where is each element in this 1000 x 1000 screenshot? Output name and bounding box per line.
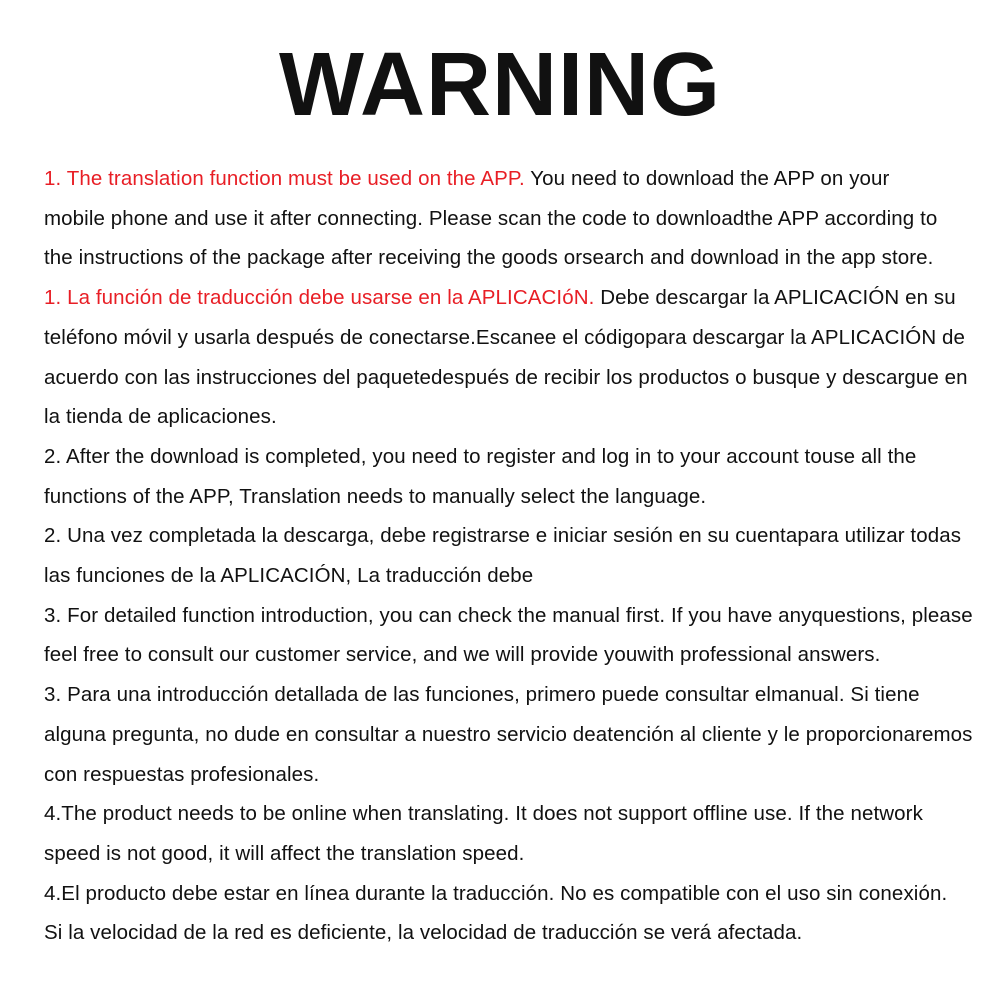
body-text-segment: 4.The product needs to be online when translating. It does not support offline use. If the network xyxy=(44,802,923,826)
text-line xyxy=(44,199,960,239)
text-line xyxy=(44,318,966,358)
text-line xyxy=(44,238,960,278)
body-text-segment: You need to download the APP on your xyxy=(524,167,890,190)
text-line xyxy=(44,278,960,318)
page-title: WARNING xyxy=(279,35,721,135)
body-text-segment: con respuestas profesionales. xyxy=(44,762,320,786)
body-text-segment: las funciones de la APLICACIÓN, La traducción debe xyxy=(44,564,534,588)
text-line xyxy=(44,794,960,834)
body-text-segment: Si la velocidad de la red es deficiente, la velocidad de traducción se verá afectada. xyxy=(44,921,803,945)
warning-emphasis-text: 1. La función de traducción debe usarse en la APLICACIóN. xyxy=(44,286,595,310)
body-text-segment: 2. Una vez completada la descarga, debe registrarse e iniciar sesión en su cuentapara utilizar todas xyxy=(44,524,962,548)
text-line xyxy=(44,358,968,398)
body-text-segment: teléfono móvil y usarla después de conectarse.Escanee el códigopara descargar la APLICACIÓN de xyxy=(44,325,966,349)
body-text-segment: mobile phone and use it after connecting. Please scan the code to downloadthe APP according to xyxy=(44,206,938,230)
body-text-segment: 3. For detailed function introduction, you can check the manual first. If you have anyquestions, please xyxy=(44,603,973,627)
text-line xyxy=(44,755,960,795)
text-line xyxy=(44,159,960,199)
body-text-segment: 4.El producto debe estar en línea durante la traducción. No es compatible con el uso sin conexión. xyxy=(44,881,948,905)
text-line xyxy=(44,675,960,715)
body-text-segment: the instructions of the package after receiving the goods orsearch and download in the app store. xyxy=(44,246,934,270)
text-line xyxy=(44,834,960,874)
body-text-segment: 2. After the download is completed, you need to register and log in to your account touse all the xyxy=(44,444,917,468)
body-text-segment: speed is not good, it will affect the translation speed. xyxy=(44,841,525,865)
body-text-segment: functions of the APP, Translation needs to manually select the language. xyxy=(44,484,707,508)
text-line xyxy=(44,437,960,477)
body-text-segment: feel free to consult our customer service, and we will provide youwith professional answers. xyxy=(44,643,881,667)
text-line xyxy=(44,556,960,596)
body-text-segment: alguna pregunta, no dude en consultar a nuestro servicio deatención al cliente y le proporcionaremos xyxy=(44,722,973,746)
text-line xyxy=(44,715,973,755)
warning-emphasis-text: 1. The translation function must be used on the APP. xyxy=(44,167,525,190)
text-line xyxy=(44,397,960,437)
text-line xyxy=(44,477,960,517)
text-line xyxy=(44,596,973,636)
body-text-segment: 3. Para una introducción detallada de las funciones, primero puede consultar elmanual. Si tiene xyxy=(44,683,920,707)
text-line xyxy=(44,913,960,953)
body-text-segment: acuerdo con las instrucciones del paquetedespués de recibir los productos o busque y descargue en xyxy=(44,365,968,389)
body-text-segment: la tienda de aplicaciones. xyxy=(44,405,277,429)
text-line xyxy=(44,874,960,914)
text-line xyxy=(44,635,960,675)
body-text-segment: Debe descargar la APLICACIÓN en su xyxy=(594,286,956,310)
warning-body xyxy=(44,159,973,953)
text-line xyxy=(44,516,960,556)
